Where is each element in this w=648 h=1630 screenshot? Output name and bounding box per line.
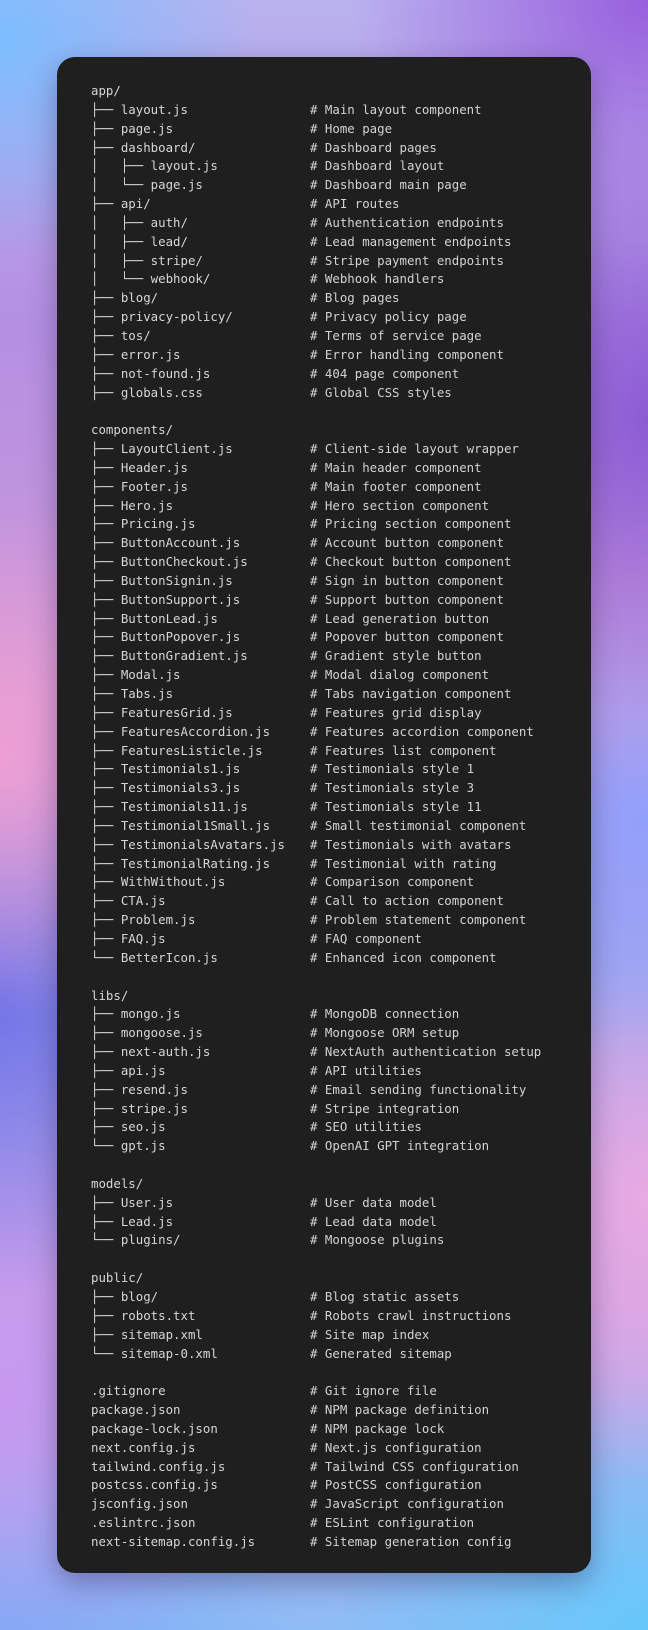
tree-row [91,666,591,685]
tree-row [91,233,591,252]
tree-row [91,214,591,233]
tree-path: ├── Testimonials1.js [91,761,241,777]
file-tree [91,82,591,1552]
tree-row [91,628,591,647]
tree-comment: # Main header component [310,459,482,475]
tree-path: ├── not-found.js [91,365,211,381]
tree-row [91,798,591,817]
tree-comment: # Error handling component [310,346,504,362]
tree-path: package.json [91,1402,181,1418]
tree-comment: # Privacy policy page [310,309,467,325]
tree-comment: # Popover button component [310,629,504,645]
tree-path: ├── ButtonPopover.js [91,629,241,645]
tree-comment: # Next.js configuration [310,1439,482,1455]
tree-comment: # NPM package definition [310,1402,490,1418]
tree-row [91,1137,591,1156]
tree-path: ├── Modal.js [91,667,181,683]
tree-row [91,1194,591,1213]
tree-comment: # Dashboard layout [310,158,445,174]
tree-path: ├── Pricing.js [91,516,196,532]
tree-row [91,892,591,911]
tree-path: ├── ButtonGradient.js [91,648,248,664]
tree-path: ├── Tabs.js [91,686,174,701]
tree-comment: # Git ignore file [310,1383,437,1399]
tree-path: ├── Footer.js [91,478,188,494]
tree-row [91,270,591,289]
tree-row [91,497,591,516]
tree-path: │ ├── stripe/ [91,252,203,268]
tree-path: ├── ButtonSignin.js [91,572,233,588]
tree-comment: # Sitemap generation config [310,1533,512,1549]
tree-row [91,365,591,384]
tree-path: ├── error.js [91,346,181,362]
tree-comment: # Site map index [310,1326,430,1342]
tree-row [91,1307,591,1326]
tree-path: .gitignore [91,1383,166,1399]
tree-row [91,327,591,346]
tree-path: │ └── webhook/ [91,271,211,287]
tree-row [91,1495,591,1514]
tree-path: ├── robots.txt [91,1307,196,1323]
tree-row [91,1213,591,1232]
tree-row [91,515,591,534]
tree-comment: # User data model [310,1194,437,1210]
tree-row [91,1175,591,1194]
tree-comment: # Testimonials style 11 [310,799,482,815]
tree-comment: # MongoDB connection [310,1006,460,1022]
tree-comment: # Client-side layout wrapper [310,441,519,457]
tree-path: ├── page.js [91,120,174,136]
tree-row [91,1231,591,1250]
tree-row [91,1458,591,1477]
tree-row [91,779,591,798]
tree-row [91,1345,591,1364]
tree-comment: # Stripe payment endpoints [310,252,504,268]
tree-path: ├── WithWithout.js [91,874,226,890]
tree-comment: # Lead generation button [310,610,490,626]
tree-comment: # SEO utilities [310,1119,422,1135]
tree-comment: # Support button component [310,591,504,607]
tree-row [91,1533,591,1552]
tree-row [91,440,591,459]
tree-comment: # Lead management endpoints [310,233,512,249]
tree-row [91,139,591,158]
tree-row [91,1439,591,1458]
tree-comment: # Main layout component [310,101,482,117]
tree-comment: # Blog static assets [310,1289,460,1304]
tree-path: components/ [91,422,174,438]
tree-row [91,289,591,308]
tree-path: ├── resend.js [91,1081,188,1097]
tree-comment: # Robots crawl instructions [310,1307,512,1323]
tree-comment: # Testimonials with avatars [310,836,512,852]
tree-path: │ ├── layout.js [91,158,218,174]
tree-comment: # Home page [310,120,393,136]
tree-row [91,195,591,214]
tree-comment: # Blog pages [310,290,400,306]
tree-path: │ └── page.js [91,177,203,193]
tree-comment: # Testimonials style 1 [310,761,475,777]
tree-path: ├── Problem.js [91,912,196,928]
tree-row [91,1401,591,1420]
tree-row [91,1081,591,1100]
tree-comment: # Problem statement component [310,912,527,928]
tree-path: next.config.js [91,1439,196,1455]
tree-path: next-sitemap.config.js [91,1533,256,1549]
tree-row [91,1420,591,1439]
tree-row [91,968,591,987]
tree-path: ├── ButtonAccount.js [91,535,241,551]
tree-path: ├── privacy-policy/ [91,309,233,325]
tree-path: │ ├── lead/ [91,233,188,249]
tree-comment: # Global CSS styles [310,384,452,400]
tree-row [91,553,591,572]
tree-row [91,176,591,195]
tree-comment: # Checkout button component [310,554,512,570]
tree-comment: # Generated sitemap [310,1345,452,1361]
tree-path: ├── globals.css [91,384,203,400]
tree-path: ├── mongo.js [91,1006,181,1022]
tree-row [91,1024,591,1043]
tree-row [91,478,591,497]
tree-comment: # Authentication endpoints [310,214,504,230]
tree-row [91,1326,591,1345]
tree-row [91,101,591,120]
tree-path: public/ [91,1270,144,1286]
tree-row [91,346,591,365]
tree-row [91,817,591,836]
tree-row [91,704,591,723]
tree-row [91,591,591,610]
tree-path: ├── TestimonialRating.js [91,855,271,871]
tree-row [91,308,591,327]
tree-comment: # Mongoose ORM setup [310,1025,460,1041]
tree-comment: # Testimonial with rating [310,855,497,871]
tree-row [91,610,591,629]
tree-comment: # FAQ component [310,930,422,946]
tree-comment: # API routes [310,196,400,212]
tree-comment: # Call to action component [310,893,504,909]
tree-path: ├── ButtonLead.js [91,610,218,626]
tree-comment: # OpenAI GPT integration [310,1138,490,1154]
tree-path: ├── Lead.js [91,1213,174,1229]
tree-row [91,742,591,761]
tree-path: └── sitemap-0.xml [91,1345,218,1361]
tree-comment: # API utilities [310,1062,422,1078]
tree-row [91,82,591,101]
tree-comment: # Small testimonial component [310,817,527,833]
tree-comment: # Account button component [310,535,504,551]
tree-path: ├── CTA.js [91,893,166,909]
tree-comment: # Tabs navigation component [310,686,512,701]
tree-path: ├── Header.js [91,459,188,475]
tree-path: models/ [91,1175,144,1191]
tree-row [91,1250,591,1269]
tree-path: postcss.config.js [91,1477,218,1493]
tree-row [91,1514,591,1533]
tree-row [91,723,591,742]
tree-comment: # Modal dialog component [310,667,490,683]
tree-row [91,402,591,421]
tree-path: ├── Testimonials3.js [91,780,241,796]
tree-comment: # ESLint configuration [310,1515,475,1531]
tree-row [91,534,591,553]
tree-row [91,1043,591,1062]
tree-comment: # JavaScript configuration [310,1496,504,1512]
tree-row [91,873,591,892]
tree-row [91,384,591,403]
tree-comment: # Comparison component [310,874,475,890]
tree-row [91,572,591,591]
tree-row [91,1005,591,1024]
tree-row [91,760,591,779]
tree-row [91,1156,591,1175]
tree-row [91,1269,591,1288]
tree-path: ├── stripe.js [91,1100,188,1116]
tree-comment: # NPM package lock [310,1420,445,1436]
tree-row [91,930,591,949]
tree-row [91,1363,591,1382]
tree-row [91,836,591,855]
code-block-card [57,57,591,1573]
tree-path: libs/ [91,987,129,1003]
tree-comment: # Testimonials style 3 [310,780,475,796]
tree-comment: # Webhook handlers [310,271,445,287]
tree-row [91,252,591,271]
tree-path: .eslintrc.json [91,1515,196,1531]
tree-path: ├── blog/ [91,1289,159,1304]
tree-path: package-lock.json [91,1420,218,1436]
tree-comment: # Lead data model [310,1213,437,1229]
tree-path: ├── FeaturesGrid.js [91,704,233,720]
tree-comment: # Mongoose plugins [310,1232,445,1248]
tree-path: ├── FeaturesAccordion.js [91,723,271,739]
tree-comment: # Enhanced icon component [310,949,497,965]
tree-comment: # Features grid display [310,704,482,720]
tree-comment: # Dashboard main page [310,177,467,193]
tree-row [91,1476,591,1495]
tree-row [91,1382,591,1401]
tree-path: ├── next-auth.js [91,1044,211,1060]
tree-path: ├── tos/ [91,327,151,343]
tree-comment: # 404 page component [310,365,460,381]
tree-comment: # Dashboard pages [310,139,437,155]
tree-path: ├── LayoutClient.js [91,441,233,457]
tree-row [91,949,591,968]
tree-comment: # Tailwind CSS configuration [310,1458,519,1474]
tree-row [91,647,591,666]
tree-path: ├── ButtonSupport.js [91,591,241,607]
tree-path: app/ [91,83,121,98]
tree-path: ├── seo.js [91,1119,166,1135]
tree-row [91,157,591,176]
tree-row [91,1118,591,1137]
tree-comment: # Hero section component [310,497,490,513]
tree-path: ├── ButtonCheckout.js [91,554,248,570]
tree-row [91,120,591,139]
tree-row [91,1062,591,1081]
tree-path: └── BetterIcon.js [91,949,218,965]
tree-path: ├── User.js [91,1194,174,1210]
tree-comment: # Features list component [310,742,497,758]
tree-path: ├── api/ [91,196,151,212]
tree-comment: # Sign in button component [310,572,504,588]
tree-row [91,421,591,440]
tree-row [91,459,591,478]
tree-row [91,911,591,930]
tree-path: ├── layout.js [91,101,188,117]
tree-path: ├── Hero.js [91,497,174,513]
tree-path: └── gpt.js [91,1138,166,1154]
tree-row [91,855,591,874]
tree-path: ├── TestimonialsAvatars.js [91,836,285,852]
tree-comment: # Pricing section component [310,516,512,532]
tree-path: ├── Testimonial1Small.js [91,817,271,833]
tree-comment: # Main footer component [310,478,482,494]
tree-comment: # Gradient style button [310,648,482,664]
tree-row [91,987,591,1006]
tree-path: ├── dashboard/ [91,139,196,155]
tree-path: ├── FAQ.js [91,930,166,946]
tree-comment: # Stripe integration [310,1100,460,1116]
tree-comment: # Features accordion component [310,723,534,739]
tree-row [91,1288,591,1307]
tree-path: ├── mongoose.js [91,1025,203,1041]
tree-path: ├── api.js [91,1062,166,1078]
tree-path: ├── blog/ [91,290,159,306]
tree-path: ├── sitemap.xml [91,1326,203,1342]
tree-path: └── plugins/ [91,1232,181,1248]
tree-path: │ ├── auth/ [91,214,188,230]
tree-comment: # Email sending functionality [310,1081,527,1097]
tree-path: jsconfig.json [91,1496,188,1512]
tree-path: ├── Testimonials11.js [91,799,248,815]
tree-comment: # NextAuth authentication setup [310,1044,542,1060]
tree-comment: # PostCSS configuration [310,1477,482,1493]
tree-comment: # Terms of service page [310,327,482,343]
tree-path: ├── FeaturesListicle.js [91,742,263,758]
tree-row [91,1100,591,1119]
tree-row [91,685,591,704]
tree-path: tailwind.config.js [91,1458,226,1474]
